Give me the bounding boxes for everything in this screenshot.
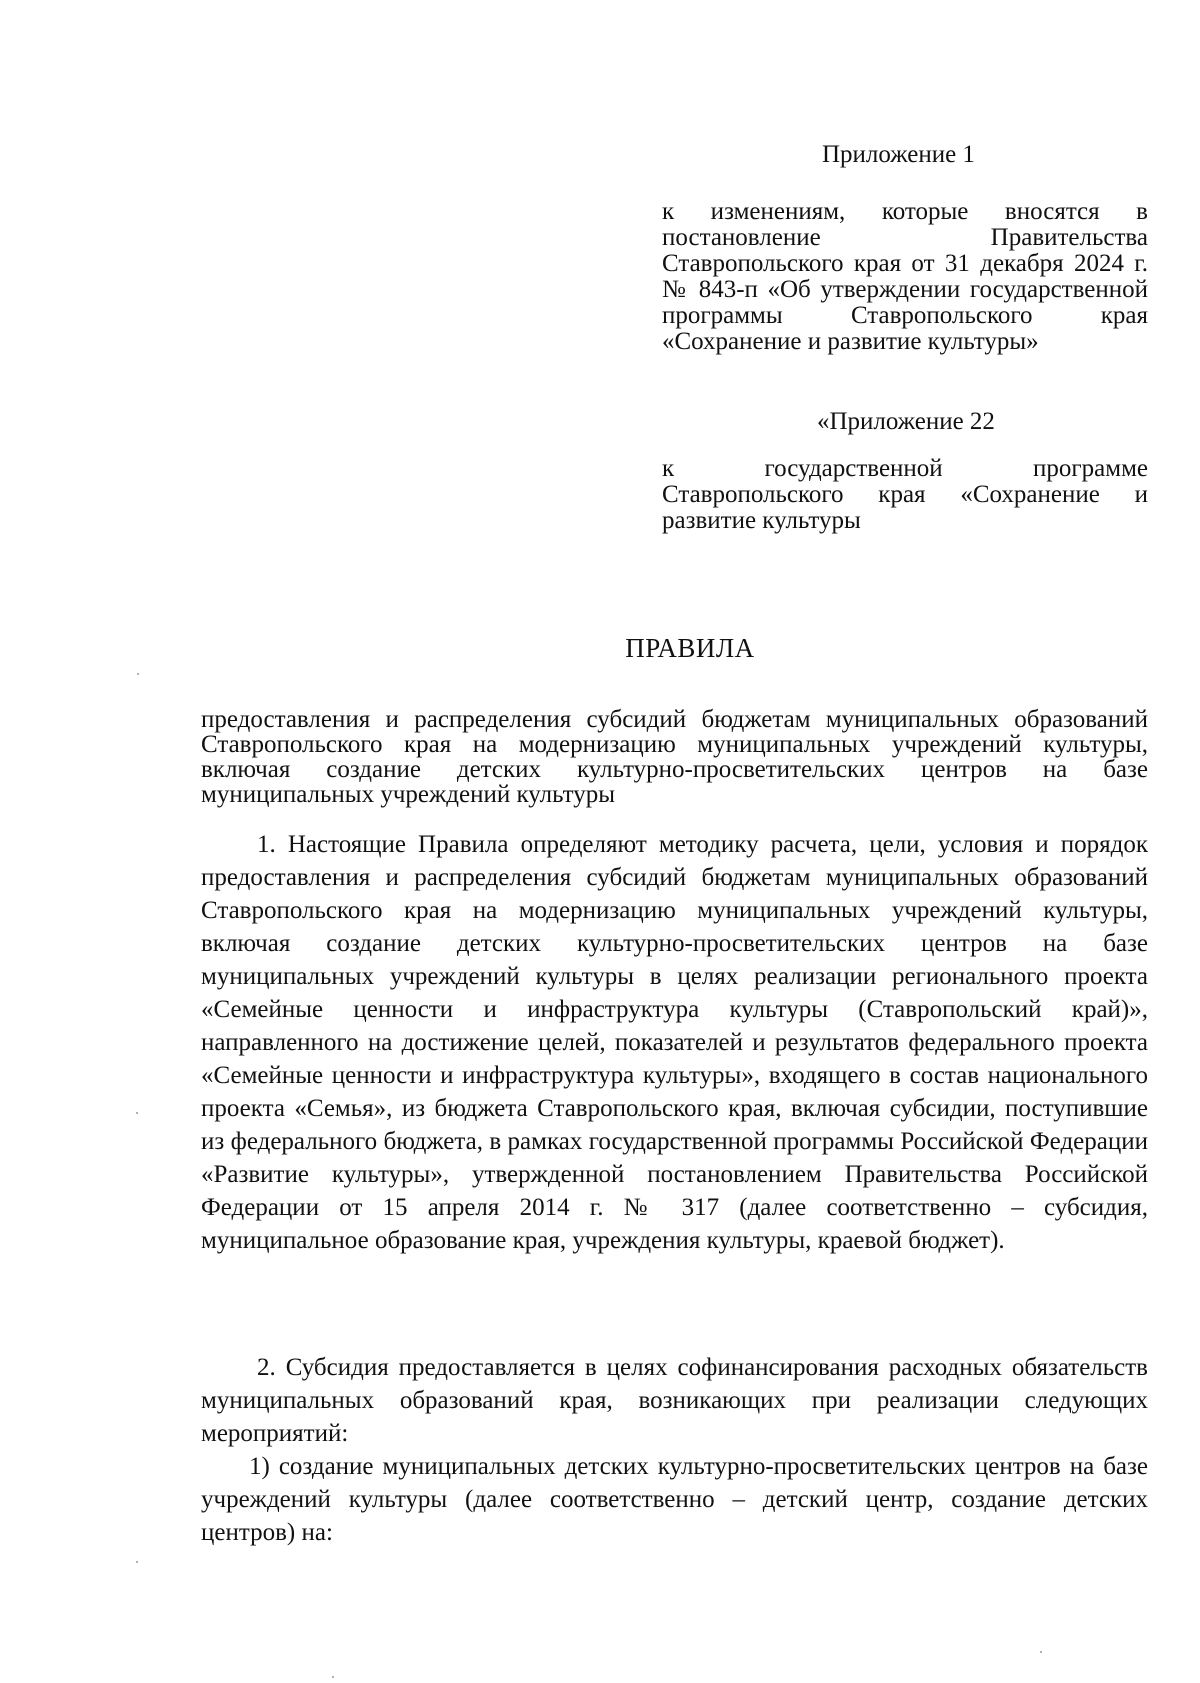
document-subtitle: предоставления и распределения субсидий бюджетам муниципальных образований Ставропольского края на модернизацию муниципальных учреждений культуры, включая создание детских культурно-просветительских центров на базе муниципальных учреждений культуры: [201, 706, 1148, 808]
appendix-1-text: к изменениям, которые вносятся в постановление Правительства Ставропольского края от 31 декабря 2024 г. № 843-п «Об утверждении государственной программы Ставропольского края «Сохранение и развитие культуры»: [662, 198, 1148, 355]
appendix-1-title: Приложение 1: [822, 141, 975, 168]
document-title: ПРАВИЛА: [625, 633, 755, 663]
scan-speck: [136, 1112, 138, 1114]
paragraph-1: 1. Настоящие Правила определяют методику расчета, цели, условия и порядок предоставления и распределения субсидий бюджетам муниципальных образований Ставропольского края на модернизацию муниципальных учреждений культуры, включая создание детских культурно-просветительских центров на базе муниципальных учреждений культуры в целях реализации регионального проекта «Семейные ценности и инфраструктура культуры (Ставропольский край)», направленного на достижение целей, показателей и результатов федерального проекта «Семейные ценности и инфраструктура культуры», входящего в состав национального проекта «Семья», из бюджета Ставропольского края, включая субсидии, поступившие из федерального бюджета, в рамках государственной программы Российской Федерации «Развитие культуры», утвержденной постановлением Правительства Российской Федерации от 15 апреля 2014 г. № 317 (далее соответственно – субсидия, муниципальное образование края, учреждения культуры, краевой бюджет).: [201, 831, 1148, 1254]
scan-speck: [137, 673, 139, 675]
scan-speck: [332, 1676, 334, 1678]
scan-speck: [136, 1561, 138, 1563]
appendix-22-title: «Приложение 22: [817, 408, 995, 435]
appendix-22-text: к государственной программе Ставропольского края «Сохранение и развитие культуры: [662, 455, 1148, 534]
paragraph-item-1: 1) создание муниципальных детских культурно-просветительских центров на базе учреждений культуры (далее соответственно – детский центр, создание детских центров) на:: [201, 1453, 1148, 1546]
scan-speck: [1040, 1651, 1042, 1653]
paragraph-2: 2. Субсидия предоставляется в целях софинансирования расходных обязательств муниципальных образований края, возникающих при реализации следующих мероприятий:: [201, 1354, 1148, 1447]
